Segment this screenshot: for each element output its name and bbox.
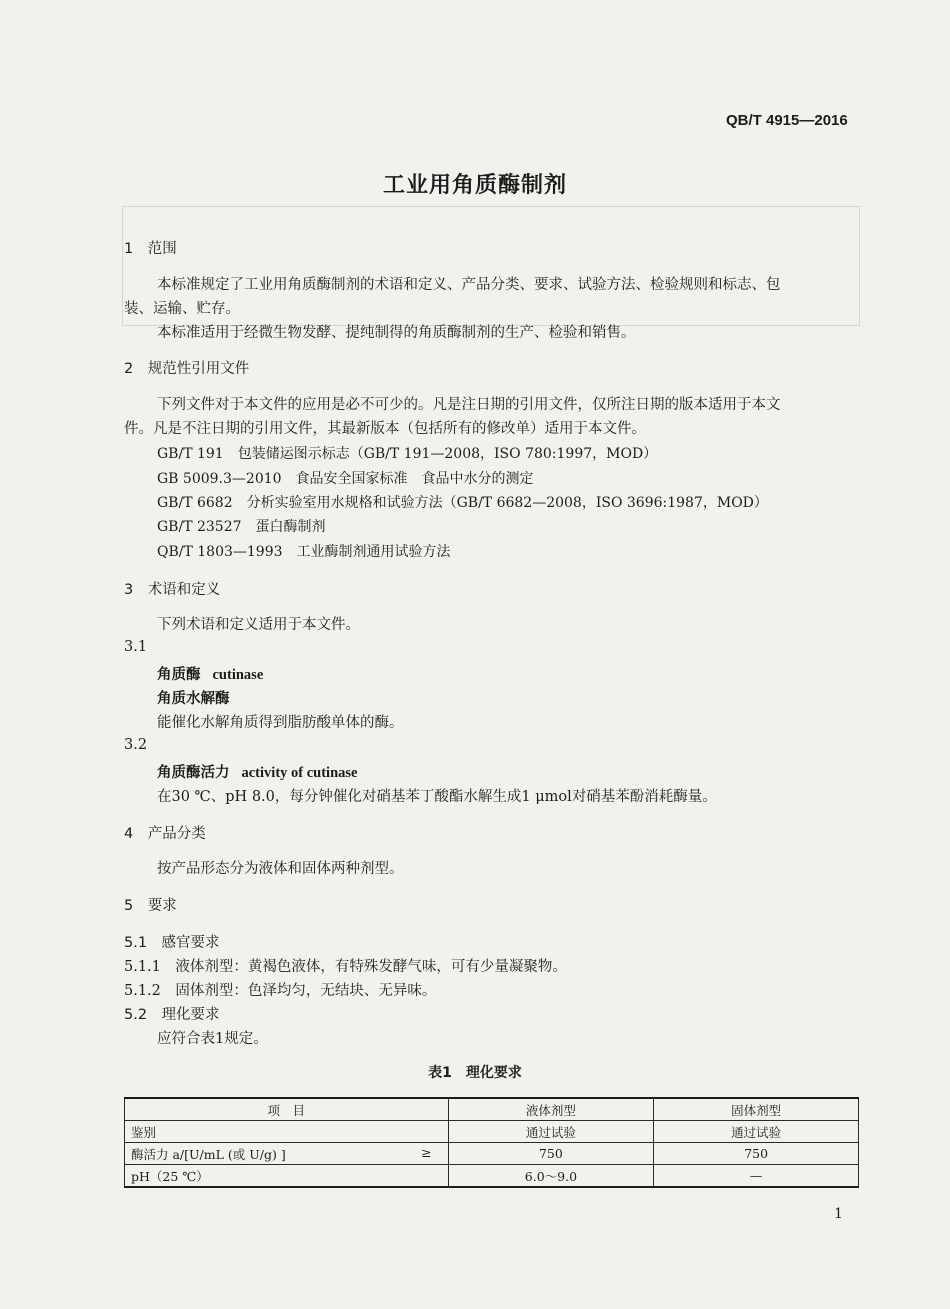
term-3-1-alt: 角质水解酶	[157, 691, 230, 707]
operator: ≥	[421, 1144, 432, 1160]
section-1-para-1-line-1: 本标准规定了工业用角质酶制剂的术语和定义、产品分类、要求、试验方法、检验规则和标志、包	[157, 277, 781, 293]
section-5-1-heading: 5.1 感官要求	[124, 935, 220, 951]
table-row	[125, 1165, 859, 1188]
term-3-2-definition: 在30 ℃、pH 8.0，每分钟催化对硝基苯丁酸酯水解生成1 μmol对硝基苯酚消耗酶量。	[157, 789, 717, 805]
table-1	[124, 1097, 859, 1188]
term-3-1-title	[157, 663, 263, 684]
term-3-1-definition: 能催化水解角质得到脂肪酸单体的酶。	[157, 715, 404, 731]
table-cell-liquid: 6.0～9.0	[448, 1165, 654, 1188]
item-label: 鉴别	[131, 1124, 157, 1140]
reference-item: GB/T 191 包装储运图示标志（GB/T 191—2008，ISO 780:1997，MOD）	[157, 446, 658, 462]
section-3-intro: 下列术语和定义适用于本文件。	[157, 617, 360, 633]
section-4-heading: 4 产品分类	[124, 826, 206, 842]
document-title: 工业用角质酶制剂	[382, 173, 567, 198]
table-cell-item	[125, 1143, 449, 1165]
table-header-cell: 液体剂型	[448, 1098, 654, 1121]
section-5-1-1: 5.1.1 液体剂型：黄褐色液体，有特殊发酵气味，可有少量凝聚物。	[124, 959, 567, 975]
table-cell-liquid: 750	[448, 1143, 654, 1165]
table-cell-item	[125, 1121, 449, 1143]
section-3-heading: 3 术语和定义	[124, 582, 221, 598]
section-2-para-line-1: 下列文件对于本文件的应用是必不可少的。凡是注日期的引用文件，仅所注日期的版本适用于本文	[157, 397, 781, 413]
section-5-2-para: 应符合表1规定。	[157, 1031, 268, 1047]
item-label: 酶活力 a/[U/mL (或 U/g) ]	[131, 1146, 286, 1162]
term-3-1-cn: 角质酶	[157, 667, 201, 683]
term-3-2-number: 3.2	[124, 737, 148, 753]
reference-item: GB/T 6682 分析实验室用水规格和试验方法（GB/T 6682—2008，ISO 3696:1987，MOD）	[157, 495, 768, 511]
section-5-1-2: 5.1.2 固体剂型：色泽均匀，无结块、无异味。	[124, 983, 437, 999]
table-row	[125, 1121, 859, 1143]
table-header-cell: 项 目	[125, 1098, 449, 1121]
item-label: pH（25 ℃）	[131, 1168, 209, 1184]
section-1-para-2: 本标准适用于经微生物发酵、提纯制得的角质酶制剂的生产、检验和销售。	[157, 325, 636, 341]
section-5-heading: 5 要求	[124, 898, 177, 914]
table-header-cell: 固体剂型	[654, 1098, 859, 1121]
page-number: 1	[834, 1206, 843, 1222]
section-2-para-line-2: 件。凡是不注日期的引用文件，其最新版本（包括所有的修改单）适用于本文件。	[124, 421, 646, 437]
table-cell-solid: 通过试验	[654, 1121, 859, 1143]
term-3-1-en: cutinase	[212, 667, 264, 683]
table-cell-solid: —	[654, 1165, 859, 1188]
table-cell-solid: 750	[654, 1143, 859, 1165]
standard-number: QB/T 4915—2016	[726, 112, 848, 129]
term-3-2-cn: 角质酶活力	[157, 765, 230, 781]
reference-item: GB 5009.3—2010 食品安全国家标准 食品中水分的测定	[157, 471, 534, 487]
section-2-heading: 2 规范性引用文件	[124, 361, 250, 377]
table-1-caption: 表1 理化要求	[428, 1065, 522, 1081]
reference-item: QB/T 1803—1993 工业酶制剂通用试验方法	[157, 544, 451, 560]
table-cell-item	[125, 1165, 449, 1188]
table-cell-liquid: 通过试验	[448, 1121, 654, 1143]
term-3-2-en: activity of cutinase	[241, 765, 358, 781]
term-3-2-title	[157, 761, 357, 782]
section-1-heading: 1 范围	[124, 241, 177, 257]
reference-item: GB/T 23527 蛋白酶制剂	[157, 519, 326, 535]
term-3-1-number: 3.1	[124, 639, 148, 655]
section-1-para-1-line-2: 装、运输、贮存。	[124, 301, 240, 317]
table-header-row	[125, 1098, 859, 1121]
section-5-2-heading: 5.2 理化要求	[124, 1007, 220, 1023]
section-4-para: 按产品形态分为液体和固体两种剂型。	[157, 861, 404, 877]
table-row	[125, 1143, 859, 1165]
